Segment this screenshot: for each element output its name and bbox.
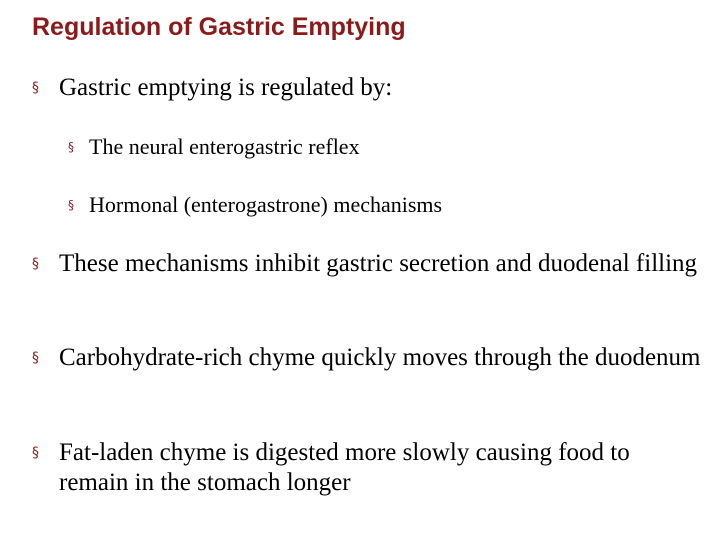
slide-title: Regulation of Gastric Emptying (32, 13, 406, 41)
bullet-marker-icon: § (32, 445, 39, 461)
bullet-item (32, 343, 702, 373)
bullet-marker-icon: § (32, 256, 39, 272)
bullet-marker-icon: § (68, 140, 74, 154)
bullet-item (32, 438, 702, 498)
bullet-marker-icon: § (68, 198, 74, 212)
sub-bullet-text: Hormonal (enterogastrone) mechanisms (89, 192, 443, 217)
sub-bullet-item (68, 133, 698, 161)
bullet-text: These mechanisms inhibit gastric secretion and duodenal filling (59, 250, 698, 277)
bullet-marker-icon: § (32, 350, 39, 366)
bullet-text: Carbohydrate-rich chyme quickly moves through the duodenum (59, 344, 701, 371)
bullet-text: Gastric emptying is regulated by: (59, 74, 393, 101)
bullet-item (32, 73, 702, 103)
bullet-marker-icon: § (32, 80, 39, 96)
bullet-text: Fat-laden chyme is digested more slowly causing food to remain in the stomach longer (59, 439, 630, 496)
sub-bullet-item (68, 191, 698, 219)
sub-bullet-text: The neural enterogastric reflex (89, 134, 360, 159)
bullet-item (32, 249, 702, 279)
